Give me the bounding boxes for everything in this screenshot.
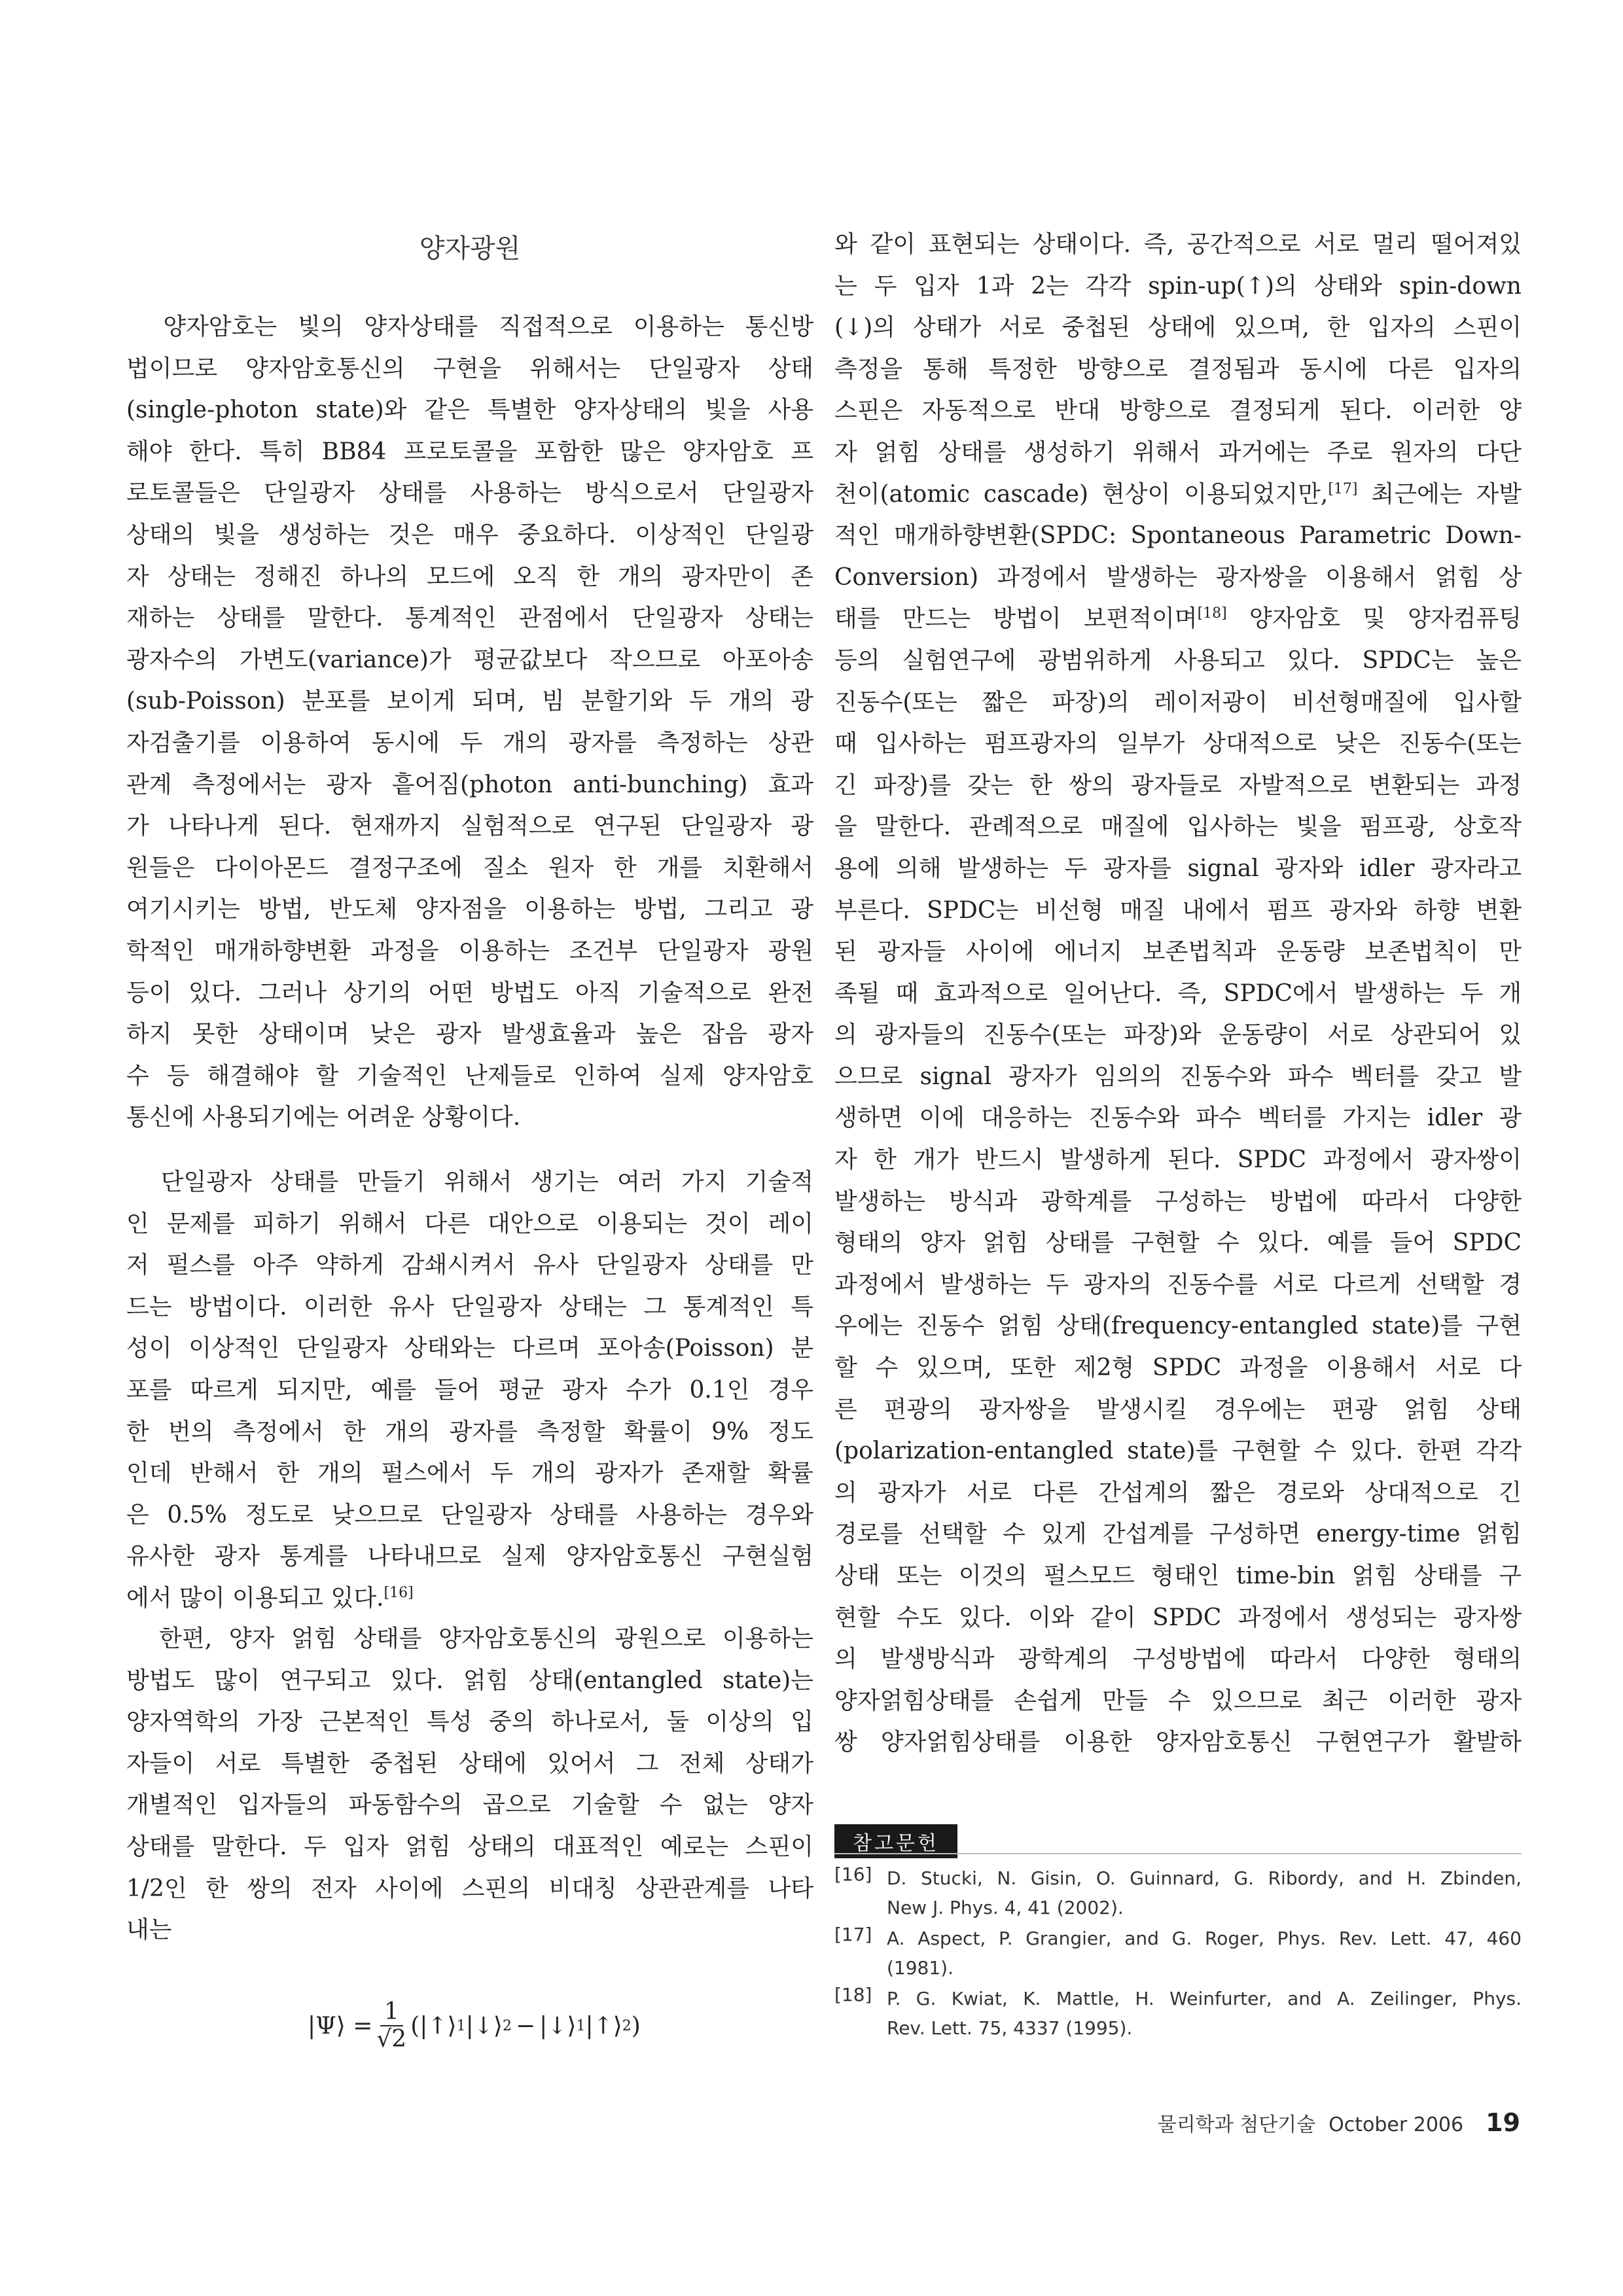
text-line: 유사한 광자 통계를 나타내므로 실제 양자암호통신 구현실험: [126, 1543, 813, 1570]
text-line: 통신에 사용되기에는 어려운 상황이다.: [126, 1104, 521, 1131]
text-line: [834, 474, 1522, 516]
reference-text-line2: (1981).: [887, 1957, 954, 1979]
text-line: 진동수(또는 짧은 파장)의 레이저광이 비선형매질에 입사할: [834, 688, 1522, 716]
eq-denominator: √2: [376, 2026, 407, 2053]
eq-sub-1b: 2: [502, 2017, 512, 2034]
journal-name: 물리학과 첨단기술: [1157, 2113, 1316, 2136]
text-line: 양자역학의 가장 근본적인 특성 중의 하나로서, 둘 이상의 입: [126, 1708, 813, 1736]
text-line: 드는 방법이다. 이러한 유사 단일광자 상태는 그 통계적인 특: [126, 1293, 813, 1320]
eq-term-1b: |↓⟩: [465, 2012, 503, 2040]
text-line: 때 입사하는 펌프광자의 일부가 상대적으로 낮은 진동수(또는: [834, 730, 1522, 758]
page-footer: [1158, 2108, 1520, 2137]
text-line: 형태의 양자 얽힘 상태를 구현할 수 있다. 예를 들어 SPDC: [834, 1229, 1522, 1257]
text-line: 측정을 통해 특정한 방향으로 결정됨과 동시에 다른 입자의: [834, 355, 1522, 383]
text-line: 등의 실험연구에 광범위하게 사용되고 있다. SPDC는 높은: [834, 646, 1522, 674]
text-line: 는 두 입자 1과 2는 각각 spin-up(↑)의 상태와 spin-down: [834, 272, 1522, 300]
text-line: 의 발생방식과 광학계의 구성방법에 따라서 다양한 형태의: [834, 1646, 1522, 1673]
reference-number: [18]: [834, 1984, 872, 2005]
text-line: 부른다. SPDC는 비선형 매질 내에서 펌프 광자와 하향 변환: [834, 896, 1522, 924]
text-line: 자검출기를 이용하여 동시에 두 개의 광자를 측정하는 상관: [126, 729, 813, 756]
text-line: 상태 또는 이것의 펄스모드 형태인 time-bin 얽힘 상태를 구: [834, 1563, 1522, 1589]
text-line: 로토콜들은 단일광자 상태를 사용하는 방식으로서 단일광자: [126, 480, 813, 507]
text-line: 자 얽힘 상태를 생성하기 위해서 과거에는 주로 원자의 다단: [834, 438, 1522, 466]
text-line: 과정에서 발생하는 두 광자의 진동수를 서로 다르게 선택할 경: [834, 1271, 1522, 1298]
text-line: 할 수 있으며, 또한 제2형 SPDC 과정을 이용해서 서로 다: [834, 1354, 1522, 1382]
text-line: 한편, 양자 얽힘 상태를 양자암호통신의 광원으로 이용하는: [126, 1625, 813, 1652]
text-line: 성이 이상적인 단일광자 상태와는 다르며 포아송(Poisson) 분: [126, 1335, 813, 1362]
text-span: 최근에는 자발: [1357, 480, 1522, 508]
reference-text-line1: A. Aspect, P. Grangier, and G. Roger, Phys. Rev. Lett. 47, 460: [887, 1928, 1522, 1949]
reference-number: [17]: [834, 1924, 872, 1945]
text-line: 인데 반해서 한 개의 펄스에서 두 개의 광자가 존재할 확률: [126, 1460, 813, 1487]
reference-17: [834, 1924, 1522, 1983]
text-line: 단일광자 상태를 만들기 위해서 생기는 여러 가지 기술적: [126, 1169, 813, 1195]
citation-18: [18]: [1197, 605, 1227, 622]
text-span: 천이(atomic cascade) 현상이 이용되었지만,: [834, 480, 1329, 508]
text-line: (polarization-entangled state)를 구현할 수 있다. 한편 각각: [834, 1438, 1522, 1465]
reference-text-line2: Rev. Lett. 75, 4337 (1995).: [887, 2017, 1133, 2039]
text-line: 상태를 말한다. 두 입자 얽힘 상태의 대표적인 예로는 스핀이: [126, 1833, 813, 1860]
text-line: 하지 못한 상태이며 낮은 광자 발생효율과 높은 잡음 광자: [126, 1021, 813, 1048]
citation-16: [16]: [383, 1584, 414, 1601]
text-line: 자들이 서로 특별한 중첩된 상태에 있어서 그 전체 상태가: [126, 1750, 813, 1777]
text-line: 적인 매개하향변환(SPDC: Spontaneous Parametric Down-: [834, 522, 1522, 550]
text-line: 용에 의해 발생하는 두 광자를 signal 광자와 idler 광자라고: [834, 855, 1522, 882]
text-line: 광자수의 가변도(variance)가 평균값보다 작으므로 아포아송: [126, 646, 813, 673]
text-line: 양자얽힘상태를 손쉽게 만들 수 있으므로 최근 이러한 광자: [834, 1687, 1522, 1714]
text-line: 관계 측정에서는 광자 흩어짐(photon anti-bunching) 효과: [126, 771, 813, 798]
reference-18: [834, 1984, 1522, 2043]
left-paragraph-1: [126, 306, 813, 1139]
text-line: 된 광자들 사이에 에너지 보존법칙과 운동량 보존법칙이 만: [834, 938, 1522, 966]
text-line: 원들은 다이아몬드 결정구조에 질소 원자 한 개를 치환해서: [126, 854, 813, 881]
text-line: 스핀은 자동적으로 반대 방향으로 결정되게 된다. 이러한 양: [834, 397, 1522, 425]
right-paragraph-1: [834, 224, 1522, 1763]
text-line: 생하면 이에 대응하는 진동수와 파수 벡터를 가지는 idler 광: [834, 1104, 1522, 1132]
text-line: 우에는 진동수 얽힘 상태(frequency-entangled state)를 구현: [834, 1313, 1522, 1340]
text-line: 긴 파장)를 갖는 한 쌍의 광자들로 자발적으로 변환되는 과정: [834, 771, 1522, 799]
text-line: (↓)의 상태가 서로 중첩된 상태에 있으며, 한 입자의 스핀이: [834, 314, 1522, 342]
text-line: 양자암호는 빛의 양자상태를 직접적으로 이용하는 통신방: [126, 313, 813, 340]
text-line: 자 상태는 정해진 하나의 모드에 오직 한 개의 광자만이 존: [126, 563, 813, 590]
text-span: 양자암호 및 양자컴퓨팅: [1226, 605, 1522, 633]
text-line: 으므로 signal 광자가 임의의 진동수와 파수 벡터를 갖고 발: [834, 1063, 1522, 1090]
eq-fraction: [376, 1999, 406, 2053]
eq-sub-2b: 2: [622, 2017, 632, 2034]
text-line: 한 번의 측정에서 한 개의 광자를 측정할 확률이 9% 정도: [126, 1418, 813, 1445]
eq-term-1a: |↑⟩: [419, 2012, 457, 2040]
text-line: 학적인 매개하향변환 과정을 이용하는 조건부 단일광자 광원: [126, 937, 813, 964]
text-line: 발생하는 방식과 광학계를 구성하는 방법에 따라서 다양한: [834, 1188, 1522, 1215]
text-line: 개별적인 입자들의 파동함수의 곱으로 기술할 수 없는 양자: [126, 1792, 813, 1819]
text-line: (sub-Poisson) 분포를 보이게 되며, 빔 분할기와 두 개의 광: [126, 688, 813, 715]
text-line: 은 0.5% 정도로 낮으므로 단일광자 상태를 사용하는 경우와: [126, 1501, 813, 1528]
text-line: 현할 수도 있다. 이와 같이 SPDC 과정에서 생성되는 광자쌍: [834, 1604, 1522, 1631]
references-header: [834, 1824, 1522, 1858]
reference-text-line2: New J. Phys. 4, 41 (2002).: [887, 1897, 1124, 1918]
text-line: 등이 있다. 그러나 상기의 어떤 방법도 아직 기술적으로 완전: [126, 979, 813, 1006]
text-span: 태를 만드는 방법이 보편적이며: [834, 605, 1198, 633]
text-line: 인 문제를 피하기 위해서 다른 대안으로 이용되는 것이 레이: [126, 1210, 813, 1237]
references-rule: [834, 1853, 1522, 1854]
reference-number: [16]: [834, 1863, 872, 1885]
text-line: 수 등 해결해야 할 기술적인 난제들로 인하여 실제 양자암호: [126, 1062, 813, 1089]
journal-issue: October 2006: [1329, 2113, 1464, 2136]
text-line: 을 말한다. 관례적으로 매질에 입사하는 빛을 펌프광, 상호작: [834, 813, 1522, 841]
eq-sub-2a: 1: [576, 2017, 586, 2034]
text-line: 법이므로 양자암호통신의 구현을 위해서는 단일광자 상태: [126, 355, 813, 382]
text-line: 방법도 많이 연구되고 있다. 얽힘 상태(entangled state)는: [126, 1667, 813, 1694]
text-line: 내는: [126, 1916, 172, 1944]
reference-text-line1: P. G. Kwiat, K. Mattle, H. Weinfurter, and A. Zeilinger, Phys.: [887, 1988, 1522, 2009]
text-line: 와 같이 표현되는 상태이다. 즉, 공간적으로 서로 멀리 떨어져있: [834, 231, 1522, 258]
eq-open-paren: (: [410, 2012, 420, 2040]
entangled-state-equation: [308, 1999, 641, 2053]
text-line: 여기시키는 방법, 반도체 양자점을 이용하는 방법, 그리고 광: [126, 896, 813, 923]
text-line: (single-photon state)와 같은 특별한 양자상태의 빛을 사용: [126, 397, 813, 424]
eq-minus: −: [515, 2012, 536, 2040]
text-line: 경로를 선택할 수 있게 간섭계를 구성하면 energy-time 얽힘: [834, 1521, 1522, 1548]
eq-lhs: |Ψ⟩ =: [308, 2012, 373, 2040]
left-paragraph-2: [126, 1161, 813, 1619]
text-line: 의 광자가 서로 다른 간섭계의 짧은 경로와 상대적으로 긴: [834, 1479, 1522, 1506]
text-line: 자 한 개가 반드시 발생하게 된다. SPDC 과정에서 광자쌍이: [834, 1146, 1522, 1174]
text-line: 해야 한다. 특히 BB84 프로토콜을 포함한 많은 양자암호 프: [126, 438, 813, 465]
text-line: [834, 598, 1522, 640]
eq-close-paren: ): [631, 2012, 641, 2040]
text-line: 가 나타나게 된다. 현재까지 실험적으로 연구된 단일광자 광: [126, 813, 813, 840]
page-number: 19: [1486, 2108, 1520, 2137]
reference-text-line1: D. Stucki, N. Gisin, O. Guinnard, G. Ribordy, and H. Zbinden,: [887, 1867, 1522, 1889]
text-line: 저 펄스를 아주 약하게 감쇄시켜서 유사 단일광자 상태를 만: [126, 1252, 813, 1279]
reference-16: [834, 1863, 1522, 1922]
left-paragraph-3: [126, 1618, 813, 1951]
text-line: 른 편광의 광자쌍을 발생시킬 경우에는 편광 얽힘 상태: [834, 1396, 1522, 1423]
text-line: 1/2인 한 쌍의 전자 사이에 스핀의 비대칭 상관관계를 나타: [126, 1875, 813, 1902]
eq-sub-1a: 1: [456, 2017, 466, 2034]
text-line: 포를 따르게 되지만, 예를 들어 평균 광자 수가 0.1인 경우: [126, 1376, 813, 1404]
text-line: 상태의 빛을 생성하는 것은 매우 중요하다. 이상적인 단일광: [126, 521, 813, 548]
text-line: Conversion) 과정에서 발생하는 광자쌍을 이용해서 얽힘 상: [834, 563, 1522, 591]
text-line: 재하는 상태를 말한다. 통계적인 관점에서 단일광자 상태는: [126, 605, 813, 632]
text-line: 의 광자들의 진동수(또는 파장)와 운동량이 서로 상관되어 있: [834, 1021, 1522, 1049]
references-label: 참고문헌: [834, 1824, 957, 1858]
text-line: 족될 때 효과적으로 일어난다. 즉, SPDC에서 발생하는 두 개: [834, 980, 1522, 1007]
section-title: 양자광원: [419, 234, 521, 264]
eq-term-2a: |↓⟩: [539, 2012, 577, 2040]
eq-numerator: 1: [380, 1999, 403, 2026]
text-line: [126, 1578, 813, 1619]
text-line: 쌍 양자얽힘상태를 이용한 양자암호통신 구현연구가 활발하: [834, 1729, 1522, 1756]
eq-term-2b: |↑⟩: [585, 2012, 622, 2040]
citation-17: [17]: [1328, 480, 1358, 497]
text-span: 에서 많이 이용되고 있다.: [126, 1584, 384, 1612]
